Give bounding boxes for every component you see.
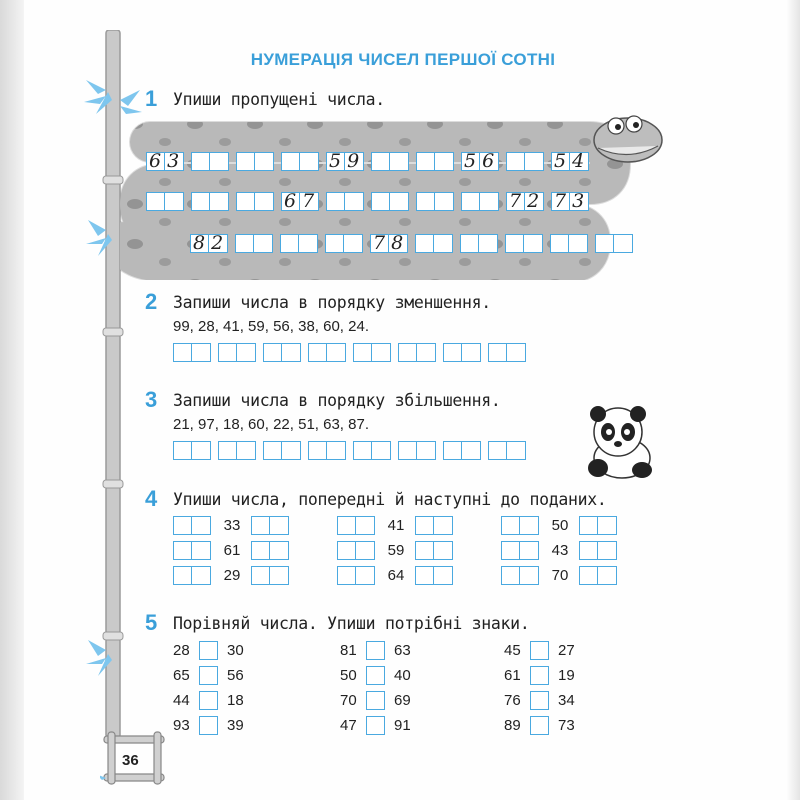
answer-cell-pair[interactable] xyxy=(218,441,256,460)
given-number: 50 xyxy=(551,517,569,534)
task-3-instruction: Запиши числа в порядку збільшення. xyxy=(173,391,501,410)
answer-cell-pair[interactable] xyxy=(218,343,256,362)
snake-cell-pair[interactable] xyxy=(371,192,409,211)
neighbor-row xyxy=(501,516,624,535)
neighbor-row xyxy=(337,541,460,560)
task-3-number: 3 xyxy=(145,387,158,412)
right-number: 30 xyxy=(227,642,244,659)
snake-cell-pair[interactable] xyxy=(281,152,319,171)
given-number: 70 xyxy=(551,567,569,584)
sign-box[interactable] xyxy=(530,641,549,660)
left-number: 45 xyxy=(504,642,521,659)
task-3-sequence: 21, 97, 18, 60, 22, 51, 63, 87. xyxy=(173,416,369,433)
snake-cell-pair[interactable] xyxy=(415,234,453,253)
neighbor-row xyxy=(501,566,624,585)
snake-cell-pair[interactable] xyxy=(281,192,319,211)
sign-box[interactable] xyxy=(530,691,549,710)
comparison-row xyxy=(340,641,420,660)
right-number: 19 xyxy=(558,667,575,684)
handwritten-number: 56 xyxy=(464,150,501,172)
given-number: 43 xyxy=(551,542,569,559)
previous-number-cells[interactable] xyxy=(337,566,375,585)
comparison-row xyxy=(340,666,420,685)
next-number-cells[interactable] xyxy=(251,541,289,560)
previous-number-cells[interactable] xyxy=(337,516,375,535)
comparison-row xyxy=(504,666,584,685)
neighbor-row xyxy=(173,566,296,585)
right-number: 73 xyxy=(558,717,575,734)
handwritten-number: 59 xyxy=(329,150,366,172)
answer-cell-pair[interactable] xyxy=(263,343,301,362)
snake-cell-pair[interactable] xyxy=(551,192,589,211)
comparison-row xyxy=(504,716,584,735)
left-number: 44 xyxy=(173,692,190,709)
page-title: НУМЕРАЦІЯ ЧИСЕЛ ПЕРШОЇ СОТНІ xyxy=(250,50,556,69)
snake-cell-pair[interactable] xyxy=(146,192,184,211)
next-number-cells[interactable] xyxy=(579,516,617,535)
snake-cell-pair[interactable] xyxy=(146,152,184,171)
snake-cell-pair[interactable] xyxy=(595,234,633,253)
left-number: 47 xyxy=(340,717,357,734)
sign-box[interactable] xyxy=(366,691,385,710)
previous-number-cells[interactable] xyxy=(173,566,211,585)
snake-cell-pair[interactable] xyxy=(416,152,454,171)
given-number: 33 xyxy=(223,517,241,534)
right-number: 63 xyxy=(394,642,411,659)
comparison-row xyxy=(504,641,584,660)
previous-number-cells[interactable] xyxy=(501,541,539,560)
previous-number-cells[interactable] xyxy=(173,541,211,560)
right-number: 39 xyxy=(227,717,244,734)
snake-row-1 xyxy=(146,152,596,171)
left-number: 28 xyxy=(173,642,190,659)
task-5-instruction: Порівняй числа. Упиши потрібні знаки. xyxy=(173,614,530,633)
task-2-instruction: Запиши числа в порядку зменшення. xyxy=(173,293,491,312)
comparison-row xyxy=(340,716,420,735)
comparison-row xyxy=(504,691,584,710)
snake-cell-pair[interactable] xyxy=(280,234,318,253)
page-right-shadow xyxy=(786,0,800,800)
neighbor-row xyxy=(173,516,296,535)
sign-box[interactable] xyxy=(530,666,549,685)
next-number-cells[interactable] xyxy=(415,566,453,585)
next-number-cells[interactable] xyxy=(579,541,617,560)
answer-cell-pair[interactable] xyxy=(488,343,526,362)
page-number: 36 xyxy=(122,752,139,769)
snake-cell-pair[interactable] xyxy=(236,192,274,211)
sign-box[interactable] xyxy=(199,716,218,735)
next-number-cells[interactable] xyxy=(251,566,289,585)
snake-cell-pair[interactable] xyxy=(326,152,364,171)
snake-cell-pair[interactable] xyxy=(326,192,364,211)
handwritten-number: 54 xyxy=(554,150,591,172)
handwritten-number: 73 xyxy=(554,190,591,212)
snake-cell-pair[interactable] xyxy=(460,234,498,253)
previous-number-cells[interactable] xyxy=(501,566,539,585)
answer-cell-pair[interactable] xyxy=(308,343,346,362)
snake-cell-pair[interactable] xyxy=(506,152,544,171)
page-binding-edge xyxy=(0,0,24,800)
given-number: 29 xyxy=(223,567,241,584)
right-number: 56 xyxy=(227,667,244,684)
snake-cell-pair[interactable] xyxy=(416,192,454,211)
answer-cell-pair[interactable] xyxy=(488,441,526,460)
snake-row-3 xyxy=(190,234,640,253)
comparison-row xyxy=(173,641,253,660)
snake-cell-pair[interactable] xyxy=(325,234,363,253)
snake-cell-pair[interactable] xyxy=(191,152,229,171)
right-number: 40 xyxy=(394,667,411,684)
snake-cell-pair[interactable] xyxy=(506,192,544,211)
comparison-row xyxy=(173,691,253,710)
right-number: 91 xyxy=(394,717,411,734)
left-number: 76 xyxy=(504,692,521,709)
snake-cell-pair[interactable] xyxy=(551,152,589,171)
answer-cell-pair[interactable] xyxy=(353,343,391,362)
right-number: 27 xyxy=(558,642,575,659)
answer-cell-pair[interactable] xyxy=(398,441,436,460)
sign-box[interactable] xyxy=(366,716,385,735)
answer-cell-pair[interactable] xyxy=(443,441,481,460)
left-number: 70 xyxy=(340,692,357,709)
left-number: 61 xyxy=(504,667,521,684)
snake-cell-pair[interactable] xyxy=(505,234,543,253)
snake-cell-pair[interactable] xyxy=(370,234,408,253)
task-3-answer-cells xyxy=(173,441,533,460)
neighbor-row xyxy=(173,541,296,560)
previous-number-cells[interactable] xyxy=(173,516,211,535)
task-2-sequence: 99, 28, 41, 59, 56, 38, 60, 24. xyxy=(173,318,369,335)
task-4-instruction: Упиши числа, попередні й наступні до поданих. xyxy=(173,490,607,509)
given-number: 61 xyxy=(223,542,241,559)
neighbor-row xyxy=(501,541,624,560)
handwritten-number: 78 xyxy=(373,232,410,254)
snake-cell-pair[interactable] xyxy=(550,234,588,253)
sign-box[interactable] xyxy=(199,691,218,710)
comparison-row xyxy=(173,666,253,685)
answer-cell-pair[interactable] xyxy=(443,343,481,362)
neighbor-row xyxy=(337,566,460,585)
snake-cell-pair[interactable] xyxy=(236,152,274,171)
left-number: 89 xyxy=(504,717,521,734)
snake-row-2 xyxy=(146,192,596,211)
comparison-row xyxy=(173,716,253,735)
handwritten-number: 82 xyxy=(193,232,230,254)
right-number: 69 xyxy=(394,692,411,709)
given-number: 59 xyxy=(387,542,405,559)
neighbor-row xyxy=(337,516,460,535)
handwritten-number: 72 xyxy=(509,190,546,212)
right-number: 34 xyxy=(558,692,575,709)
snake-cell-pair[interactable] xyxy=(371,152,409,171)
left-number: 50 xyxy=(340,667,357,684)
handwritten-number: 67 xyxy=(284,190,321,212)
task-2-answer-cells xyxy=(173,343,533,362)
answer-cell-pair[interactable] xyxy=(173,441,211,460)
answer-cell-pair[interactable] xyxy=(263,441,301,460)
panda-icon xyxy=(576,402,662,482)
previous-number-cells[interactable] xyxy=(337,541,375,560)
next-number-cells[interactable] xyxy=(579,566,617,585)
previous-number-cells[interactable] xyxy=(501,516,539,535)
next-number-cells[interactable] xyxy=(415,516,453,535)
handwritten-number: 63 xyxy=(149,150,186,172)
left-number: 65 xyxy=(173,667,190,684)
next-number-cells[interactable] xyxy=(415,541,453,560)
snake-cell-pair[interactable] xyxy=(190,234,228,253)
snake-cell-pair[interactable] xyxy=(191,192,229,211)
snake-cell-pair[interactable] xyxy=(461,192,499,211)
task-2-number: 2 xyxy=(145,289,158,314)
answer-cell-pair[interactable] xyxy=(173,343,211,362)
snake-cell-pair[interactable] xyxy=(461,152,499,171)
given-number: 41 xyxy=(387,517,405,534)
sign-box[interactable] xyxy=(366,666,385,685)
next-number-cells[interactable] xyxy=(251,516,289,535)
given-number: 64 xyxy=(387,567,405,584)
left-number: 93 xyxy=(173,717,190,734)
task-1-instruction: Упиши пропущені числа. xyxy=(173,90,385,109)
task-4-number: 4 xyxy=(145,486,158,511)
task-5-number: 5 xyxy=(145,610,158,635)
left-number: 81 xyxy=(340,642,357,659)
sign-box[interactable] xyxy=(530,716,549,735)
answer-cell-pair[interactable] xyxy=(398,343,436,362)
answer-cell-pair[interactable] xyxy=(353,441,391,460)
snake-cell-pair[interactable] xyxy=(235,234,273,253)
sign-box[interactable] xyxy=(199,641,218,660)
sign-box[interactable] xyxy=(199,666,218,685)
right-number: 18 xyxy=(227,692,244,709)
answer-cell-pair[interactable] xyxy=(308,441,346,460)
sign-box[interactable] xyxy=(366,641,385,660)
comparison-row xyxy=(340,691,420,710)
task-1-number: 1 xyxy=(145,86,158,111)
